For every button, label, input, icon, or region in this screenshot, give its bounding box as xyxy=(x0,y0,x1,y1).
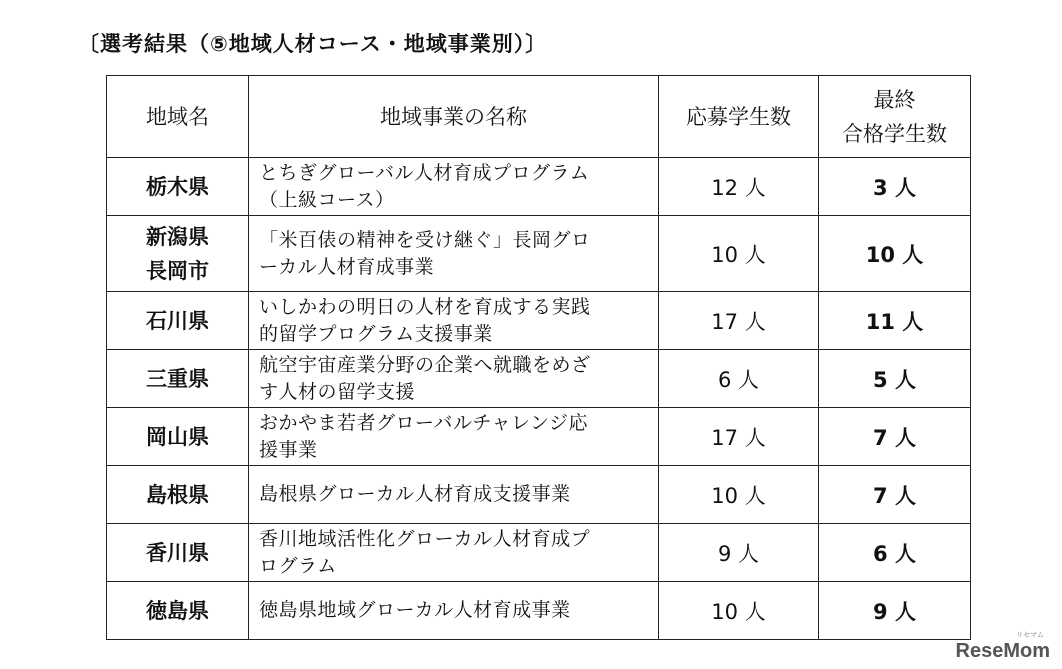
cell-passed: 7 人 xyxy=(819,466,971,524)
cell-applicants: 10 人 xyxy=(659,466,819,524)
table-row xyxy=(107,524,971,582)
cell-passed: 3 人 xyxy=(819,158,971,216)
cell-region: 石川県 xyxy=(107,292,249,350)
cell-passed: 10 人 xyxy=(819,216,971,292)
cell-program: 「米百俵の精神を受け継ぐ」長岡グロ ーカル人材育成事業 xyxy=(249,216,659,292)
cell-passed: 7 人 xyxy=(819,408,971,466)
cell-program: 島根県グローカル人材育成支援事業 xyxy=(249,466,659,524)
cell-program: 徳島県地域グローカル人材育成事業 xyxy=(249,582,659,640)
cell-program: 航空宇宙産業分野の企業へ就職をめざ す人材の留学支援 xyxy=(249,350,659,408)
table-row xyxy=(107,582,971,640)
cell-applicants: 10 人 xyxy=(659,216,819,292)
table-header-row xyxy=(107,76,971,158)
cell-region: 島根県 xyxy=(107,466,249,524)
table-row xyxy=(107,466,971,524)
table-row xyxy=(107,350,971,408)
cell-applicants: 12 人 xyxy=(659,158,819,216)
cell-region: 三重県 xyxy=(107,350,249,408)
table-row xyxy=(107,158,971,216)
resemom-watermark xyxy=(955,632,1050,663)
cell-program: いしかわの明日の人材を育成する実践 的留学プログラム支援事業 xyxy=(249,292,659,350)
cell-region: 岡山県 xyxy=(107,408,249,466)
cell-applicants: 17 人 xyxy=(659,292,819,350)
document-title: 〔選考結果（⑤地域人材コース・地域事業別）〕 xyxy=(78,32,548,56)
cell-passed: 9 人 xyxy=(819,582,971,640)
cell-region: 栃木県 xyxy=(107,158,249,216)
table-row xyxy=(107,216,971,292)
cell-passed: 11 人 xyxy=(819,292,971,350)
header-region: 地域名 xyxy=(107,76,249,158)
cell-applicants: 6 人 xyxy=(659,350,819,408)
cell-program: おかやま若者グローバルチャレンジ応 援事業 xyxy=(249,408,659,466)
watermark-text: ReseMom xyxy=(955,640,1050,662)
table-row xyxy=(107,292,971,350)
watermark-ruby: リセマム xyxy=(1016,632,1044,639)
cell-applicants: 10 人 xyxy=(659,582,819,640)
cell-passed: 6 人 xyxy=(819,524,971,582)
selection-results-table xyxy=(106,75,971,640)
cell-region: 新潟県 長岡市 xyxy=(107,216,249,292)
cell-region: 香川県 xyxy=(107,524,249,582)
cell-applicants: 17 人 xyxy=(659,408,819,466)
table-row xyxy=(107,408,971,466)
header-program: 地域事業の名称 xyxy=(249,76,659,158)
cell-program: 香川地域活性化グローカル人材育成プ ログラム xyxy=(249,524,659,582)
cell-passed: 5 人 xyxy=(819,350,971,408)
header-passed: 最終 合格学生数 xyxy=(819,76,971,158)
header-applicants: 応募学生数 xyxy=(659,76,819,158)
cell-region: 徳島県 xyxy=(107,582,249,640)
cell-program: とちぎグローバル人材育成プログラム （上級コース） xyxy=(249,158,659,216)
cell-applicants: 9 人 xyxy=(659,524,819,582)
